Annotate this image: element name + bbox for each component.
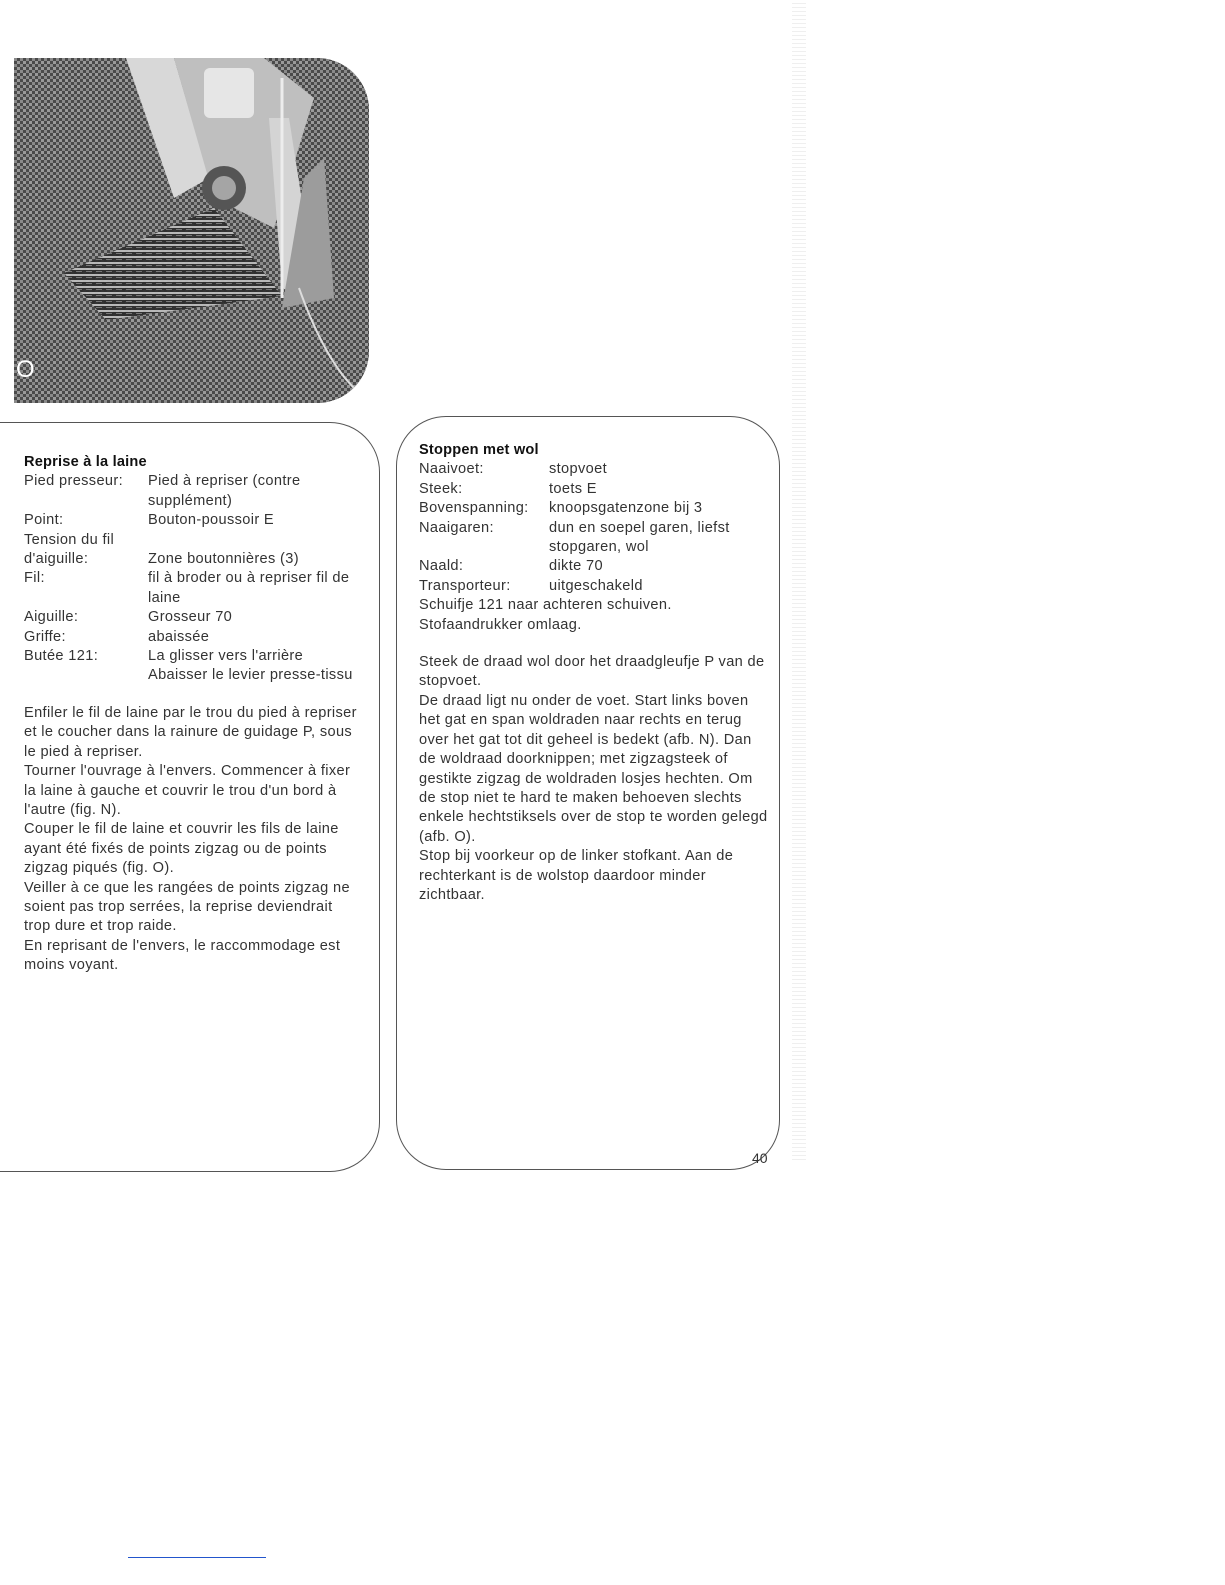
- spec-label: Pied presseur:: [24, 473, 123, 490]
- body-paragraph: Tourner l'ouvrage à l'envers. Commencer à fixer la laine à gauche et couvrir le trou d'un bord à l'autre (fig. N).: [24, 763, 351, 818]
- spec-value: Pied à repriser (contre supplément): [148, 473, 301, 509]
- spec-label: Point:: [24, 512, 64, 529]
- spec-row: [419, 499, 769, 518]
- dutch-section: [419, 441, 769, 905]
- spec-row: [24, 628, 359, 647]
- section-title: Reprise à la laine: [24, 454, 147, 470]
- spec-value: knoopsgatenzone bij 3: [549, 500, 703, 517]
- body-paragraph: Steek de draad wol door het draadgleufje P van de stopvoet.: [419, 654, 765, 690]
- spec-label: Steek:: [419, 480, 463, 497]
- spec-row: [24, 511, 359, 530]
- spec-label: Tension du fil d'aiguille:: [24, 531, 115, 568]
- spec-row: [24, 608, 359, 627]
- page-number: 40: [752, 1150, 768, 1166]
- spec-value: fil à broder ou à repriser fil de laine: [148, 570, 350, 606]
- spec-row: [24, 472, 359, 511]
- spec-row: [419, 480, 769, 499]
- spec-row: [419, 557, 769, 576]
- spec-value: Zone boutonnières (3): [148, 551, 299, 568]
- spec-row: [419, 460, 769, 479]
- body-paragraph: Couper le fil de laine et couvrir les fils de laine ayant été fixés de points zigzag ou de points zigzag piqués (fig. O).: [24, 821, 339, 877]
- sewing-foot-photo: [14, 58, 369, 403]
- spec-label: Transporteur:: [419, 577, 511, 594]
- spec-label: Naaivoet:: [419, 461, 484, 478]
- spec-label: Aiguille:: [24, 609, 79, 626]
- spec-value: toets E: [549, 480, 597, 497]
- section-title: Stoppen met wol: [419, 442, 539, 458]
- body-paragraph: Stop bij voorkeur op de linker stofkant. Aan de rechterkant is de wolstop daardoor minder zichtbaar.: [419, 848, 734, 903]
- spec-label: Butée 121:: [24, 648, 99, 665]
- spec-row: [24, 531, 359, 570]
- spec-row: [419, 577, 769, 596]
- instruction-line: Schuifje 121 naar achteren schuiven.: [419, 597, 672, 614]
- spec-row: [24, 569, 359, 608]
- instruction-line: Stofaandrukker omlaag.: [419, 616, 582, 633]
- spec-value: Bouton-poussoir E: [148, 512, 275, 529]
- body-paragraph: Veiller à ce que les rangées de points zigzag ne soient pas trop serrées, la reprise deviendrait trop dure et trop raide.: [24, 879, 350, 935]
- spec-value: uitgeschakeld: [549, 577, 643, 594]
- spec-value: abaissée: [148, 628, 210, 645]
- body-paragraph: Enfiler le fil de laine par le trou du pied à repriser et le coucher dans la rainure de guidage P, sous le pied à repriser.: [24, 704, 357, 760]
- spec-value: dikte 70: [549, 558, 603, 575]
- spec-label: Naaigaren:: [419, 519, 494, 536]
- spec-row: [24, 647, 359, 686]
- spec-label: Naald:: [419, 558, 464, 575]
- french-section: [24, 453, 359, 976]
- spec-label: Griffe:: [24, 628, 66, 645]
- figure-label: O: [16, 356, 35, 383]
- spec-value: stopvoet: [549, 461, 607, 478]
- body-paragraph: De draad ligt nu onder de voet. Start links boven het gat en span woldraden naar rechts en terug over het gat tot dit geheel is bedekt (afb. N). Dan de woldraad doorknippen; met zigzagsteek of gestikte zigzag de woldraden losjes hechten. Om de stop niet te hard te maken behoeven slechts enkele hechtstiksels over de stop te worden gelegd (afb. O).: [419, 692, 768, 845]
- spec-label: Fil:: [24, 570, 45, 587]
- scan-edge: [792, 0, 806, 1160]
- spec-value: dun en soepel garen, liefst stopgaren, wol: [549, 519, 730, 556]
- spec-value: Grosseur 70: [148, 609, 233, 626]
- hyperlink-underline: [128, 1557, 266, 1558]
- body-paragraph: En reprisant de l'envers, le raccommodage est moins voyant.: [24, 937, 341, 974]
- spec-label: Bovenspanning:: [419, 500, 529, 517]
- spec-value: La glisser vers l'arrière Abaisser le levier presse-tissu: [148, 648, 353, 684]
- spec-row: [419, 519, 769, 558]
